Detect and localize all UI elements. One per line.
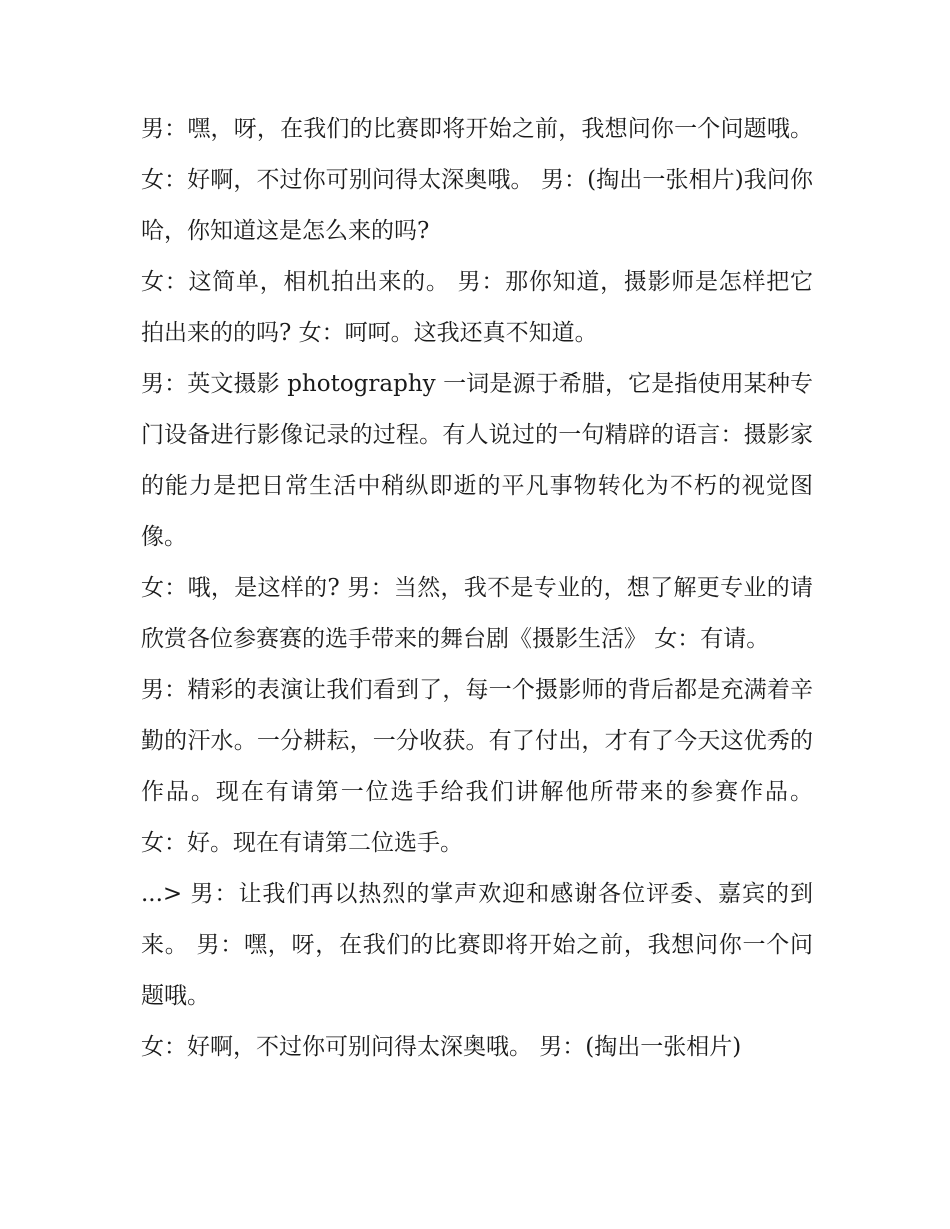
paragraph-2: 女：这简单，相机拍出来的。 男：那你知道，摄影师是怎样把它拍出来的的吗? 女：呵呵。这我还真不知道。 xyxy=(141,269,813,346)
document-body xyxy=(141,104,813,1073)
paragraph-6: ...> 男：让我们再以热烈的掌声欢迎和感谢各位评委、嘉宾的到来。 男：嘿，呀，在我们的比赛即将开始之前，我想问你一个问题哦。 xyxy=(141,881,813,1009)
paragraph-3: 男：英文摄影 photography 一词是源于希腊，它是指使用某种专门设备进行影像记录的过程。有人说过的一句精辟的语言：摄影家的能力是把日常生活中稍纵即逝的平凡事物转化为不朽的视觉图像。 xyxy=(141,371,813,550)
paragraph-1: 男：嘿，呀，在我们的比赛即将开始之前，我想问你一个问题哦。 女：好啊，不过你可别问得太深奥哦。 男：(掏出一张相片)我问你哈，你知道这是怎么来的吗? xyxy=(141,116,813,244)
paragraph-5: 男：精彩的表演让我们看到了，每一个摄影师的背后都是充满着辛勤的汗水。一分耕耘，一分收获。有了付出，才有了今天这优秀的作品。现在有请第一位选手给我们讲解他所带来的参赛作品。 女：好。现在有请第二位选手。 xyxy=(141,677,813,856)
paragraph-7: 女：好啊，不过你可别问得太深奥哦。 男：(掏出一张相片) xyxy=(141,1034,742,1060)
paragraph-4: 女：哦，是这样的? 男：当然，我不是专业的，想了解更专业的请欣赏各位参赛赛的选手带来的舞台剧《摄影生活》 女：有请。 xyxy=(141,575,813,652)
